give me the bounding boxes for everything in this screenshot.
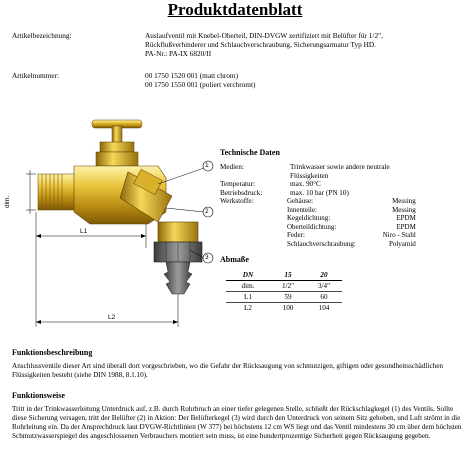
table-row: dim. 1/2" 3/4" <box>226 281 342 292</box>
dim-l2: L2 <box>108 314 116 321</box>
material-row <box>287 206 416 215</box>
article-desc <box>145 31 383 58</box>
dimensions-heading: Abmaße <box>220 255 249 264</box>
temp-value: max. 90°C <box>290 180 321 189</box>
material-row <box>287 231 416 240</box>
callout-3: 3 <box>205 254 209 261</box>
materials-table <box>287 197 416 249</box>
temp-label: Temperatur: <box>220 180 256 189</box>
material-part: Innenteile: <box>287 205 317 214</box>
operation-heading: Funktionsweise <box>12 391 65 400</box>
material-part: Gehäuse: <box>287 197 314 205</box>
operation-text: Tritt in der Trinkwasserleitung Unterdruck auf, z.B. durch Rohrbruch an einer tiefer gelegenen Stelle, schließt der Rückschlagkegel (1) des Ventils. Sollte diese Sicherung versagen, tritt der Belüfter (2) in Aktion: Der Belüfterkegel (3) wird durch den Unterdruck von seinem Sitz gehoben, und Luft strömt in die Rohrleitung ein. Da der Ansprechdruck laut DVGW-Richtlinien (W 377) bei höchstens 12 cm WS liegt und das Ventil mindestens 30 cm über dem höchsten Schmutzwasserspiegel des angeschlossenen Verbrauchers montiert sein muss, ist eine hundertprozentige Sicherheit gegen Rücksaugung gegeben. <box>12 405 462 440</box>
table-row: L1 59 60 <box>226 292 342 303</box>
callout-1: 1 <box>205 162 209 169</box>
pressure-label: Betriebsdruck: <box>220 188 263 197</box>
dim-header-dn: DN <box>226 270 270 281</box>
material-part: Kegeldichtung: <box>287 214 331 223</box>
material-part: Feder: <box>287 231 305 240</box>
tech-heading: Technische Daten <box>220 148 280 157</box>
pressure-value: max. 10 bar (PN 10) <box>290 188 349 197</box>
material-row <box>287 223 416 232</box>
material-value: Polyamid <box>388 239 416 248</box>
materials-label: Werkstoffe: <box>220 197 254 206</box>
article-numbers <box>145 71 255 89</box>
medien-line: Flüssigkeiten <box>290 171 329 180</box>
article-desc-line: PA-Nr.: PA-IX 6820/II <box>145 49 212 58</box>
function-heading: Funktionsbeschreibung <box>12 348 93 357</box>
material-value: EPDM <box>396 214 416 223</box>
medien-value <box>290 163 390 180</box>
article-number: 00 1750 1520 001 (matt chrom) <box>145 71 239 80</box>
dim-l1: L1 <box>80 228 88 235</box>
material-part: Oberteildichtung: <box>287 222 337 231</box>
material-part: Schlauchverschraubung: <box>287 239 356 248</box>
label-article-desc: Artikelbezeichnung: <box>12 31 72 40</box>
dim-header-15: 15 <box>270 270 306 281</box>
function-text: Anschlussventile dieser Art sind überall dort vorgeschrieben, wo die Gefahr der Rücksaugung von schmutzigen, giftigen oder gesundheitsschädlichen Flüssigkeiten besteht (siehe DIN 1988, 8.1.10). <box>12 362 444 379</box>
article-number: 00 1750 1550 001 (poliert verchromt) <box>145 80 256 89</box>
material-value: Niro - Stahl <box>382 231 416 240</box>
medien-line: Trinkwasser sowie andere neutrale <box>290 163 390 171</box>
page-title: Produktdatenblatt <box>167 0 303 19</box>
faucet-drawing <box>8 112 220 337</box>
material-row <box>287 214 416 223</box>
material-value: Messing <box>392 197 416 205</box>
material-value: Messing <box>392 205 416 214</box>
dim-header-20: 20 <box>306 270 342 281</box>
material-row <box>287 240 416 249</box>
medien-label: Medien: <box>220 163 244 171</box>
table-row: L2 100 104 <box>226 303 342 314</box>
article-desc-line: Rückflußverhinderer und Schlauchverschraubung, Sicherungsarmatur Typ HD. <box>145 40 376 49</box>
material-value: EPDM <box>396 222 416 231</box>
dim-diameter: dim. <box>4 195 11 208</box>
material-row <box>287 197 416 206</box>
article-desc-line: Auslaufventil mit Knebel-Oberteil, DIN-DVGW zertifiziert mit Belüfter für 1/2", <box>145 31 383 40</box>
label-article-number: Artikelnummer: <box>12 71 60 80</box>
callout-2: 2 <box>205 208 209 215</box>
dimensions-table <box>226 270 342 313</box>
